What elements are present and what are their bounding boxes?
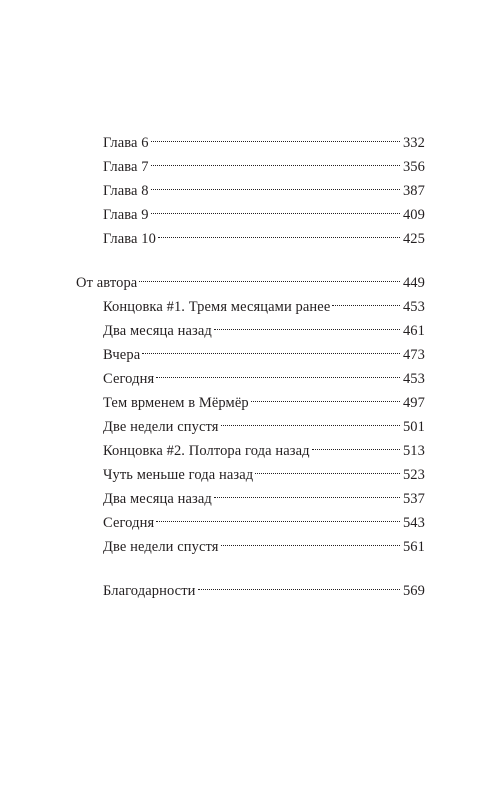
toc-entry-label: Две недели спустя: [103, 419, 219, 435]
dot-leader: [156, 507, 400, 527]
toc-entry-label: Глава 9: [103, 207, 149, 223]
toc-entry-acknowledgements: [103, 575, 425, 599]
toc-entry-label: Чуть меньше года назад: [103, 467, 254, 483]
toc-entry-label: Два месяца назад: [103, 323, 212, 339]
dot-leader: [151, 199, 400, 219]
dot-leader: [221, 531, 400, 551]
toc-entry-label: Тем врменем в Мёрмёр: [103, 395, 249, 411]
toc-entry-label: Глава 6: [103, 135, 149, 151]
toc-entry-label: Концовка #2. Полтора года назад: [103, 443, 310, 459]
toc-entry: [103, 483, 425, 507]
toc-entry-label: Глава 7: [103, 159, 149, 175]
toc-entry: [103, 459, 425, 483]
toc-entry-chapter-9: [103, 199, 425, 223]
toc-entry: [103, 291, 425, 315]
toc-entry-page: 449: [402, 275, 425, 291]
toc-entry-label: Концовка #1. Тремя месяцами ранее: [103, 299, 331, 315]
dot-leader: [151, 151, 400, 171]
dot-leader: [139, 267, 400, 287]
toc-entry-author-section: [76, 267, 425, 291]
toc-entry-chapter-8: [103, 175, 425, 199]
dot-leader: [151, 127, 400, 147]
dot-leader: [255, 459, 400, 479]
toc-entry: [103, 411, 425, 435]
dot-leader: [198, 575, 400, 595]
toc-entry-page: 537: [402, 491, 425, 507]
toc-entry: [103, 435, 425, 459]
toc-entry-page: 501: [402, 419, 425, 435]
toc-entry-label: Сегодня: [103, 515, 155, 531]
toc-entry-page: 543: [402, 515, 425, 531]
dot-leader: [158, 223, 400, 243]
toc-entry-page: 453: [402, 299, 425, 315]
toc-entry-label: Глава 10: [103, 231, 156, 247]
toc-entry-label: Глава 8: [103, 183, 149, 199]
dot-leader: [251, 387, 400, 407]
toc-entry-page: 332: [402, 135, 425, 151]
toc-entry-chapter-10: [103, 223, 425, 247]
dot-leader: [151, 175, 400, 195]
toc-entry-label: Два месяца назад: [103, 491, 212, 507]
toc-entry-label: Благодарности: [103, 583, 196, 599]
toc-entry: [103, 387, 425, 411]
toc-entry-page: 356: [402, 159, 425, 175]
toc-entry: [103, 363, 425, 387]
toc-entry: [103, 315, 425, 339]
toc-entry-label: Две недели спустя: [103, 539, 219, 555]
dot-leader: [214, 483, 400, 503]
toc-entry-page: 387: [402, 183, 425, 199]
toc-entry-page: 409: [402, 207, 425, 223]
dot-leader: [156, 363, 400, 383]
toc-entry-chapter-6: [103, 127, 425, 151]
toc-entry-page: 473: [402, 347, 425, 363]
toc-entry: [103, 531, 425, 555]
dot-leader: [214, 315, 400, 335]
toc-entry-page: 513: [402, 443, 425, 459]
toc-entry: [103, 339, 425, 363]
toc-entry-page: 523: [402, 467, 425, 483]
toc-entry: [103, 507, 425, 531]
dot-leader: [142, 339, 400, 359]
toc-entry-page: 497: [402, 395, 425, 411]
dot-leader: [221, 411, 400, 431]
toc-entry-page: 453: [402, 371, 425, 387]
dot-leader: [332, 291, 400, 311]
dot-leader: [312, 435, 400, 455]
toc-entry-page: 425: [402, 231, 425, 247]
toc-entry-label: Сегодня: [103, 371, 155, 387]
toc-entry-page: 569: [402, 583, 425, 599]
toc-entry-page: 461: [402, 323, 425, 339]
toc-entry-label: Вчера: [103, 347, 141, 363]
toc-entry-page: 561: [402, 539, 425, 555]
toc-entry-chapter-7: [103, 151, 425, 175]
toc-entry-label: От автора: [76, 275, 138, 291]
